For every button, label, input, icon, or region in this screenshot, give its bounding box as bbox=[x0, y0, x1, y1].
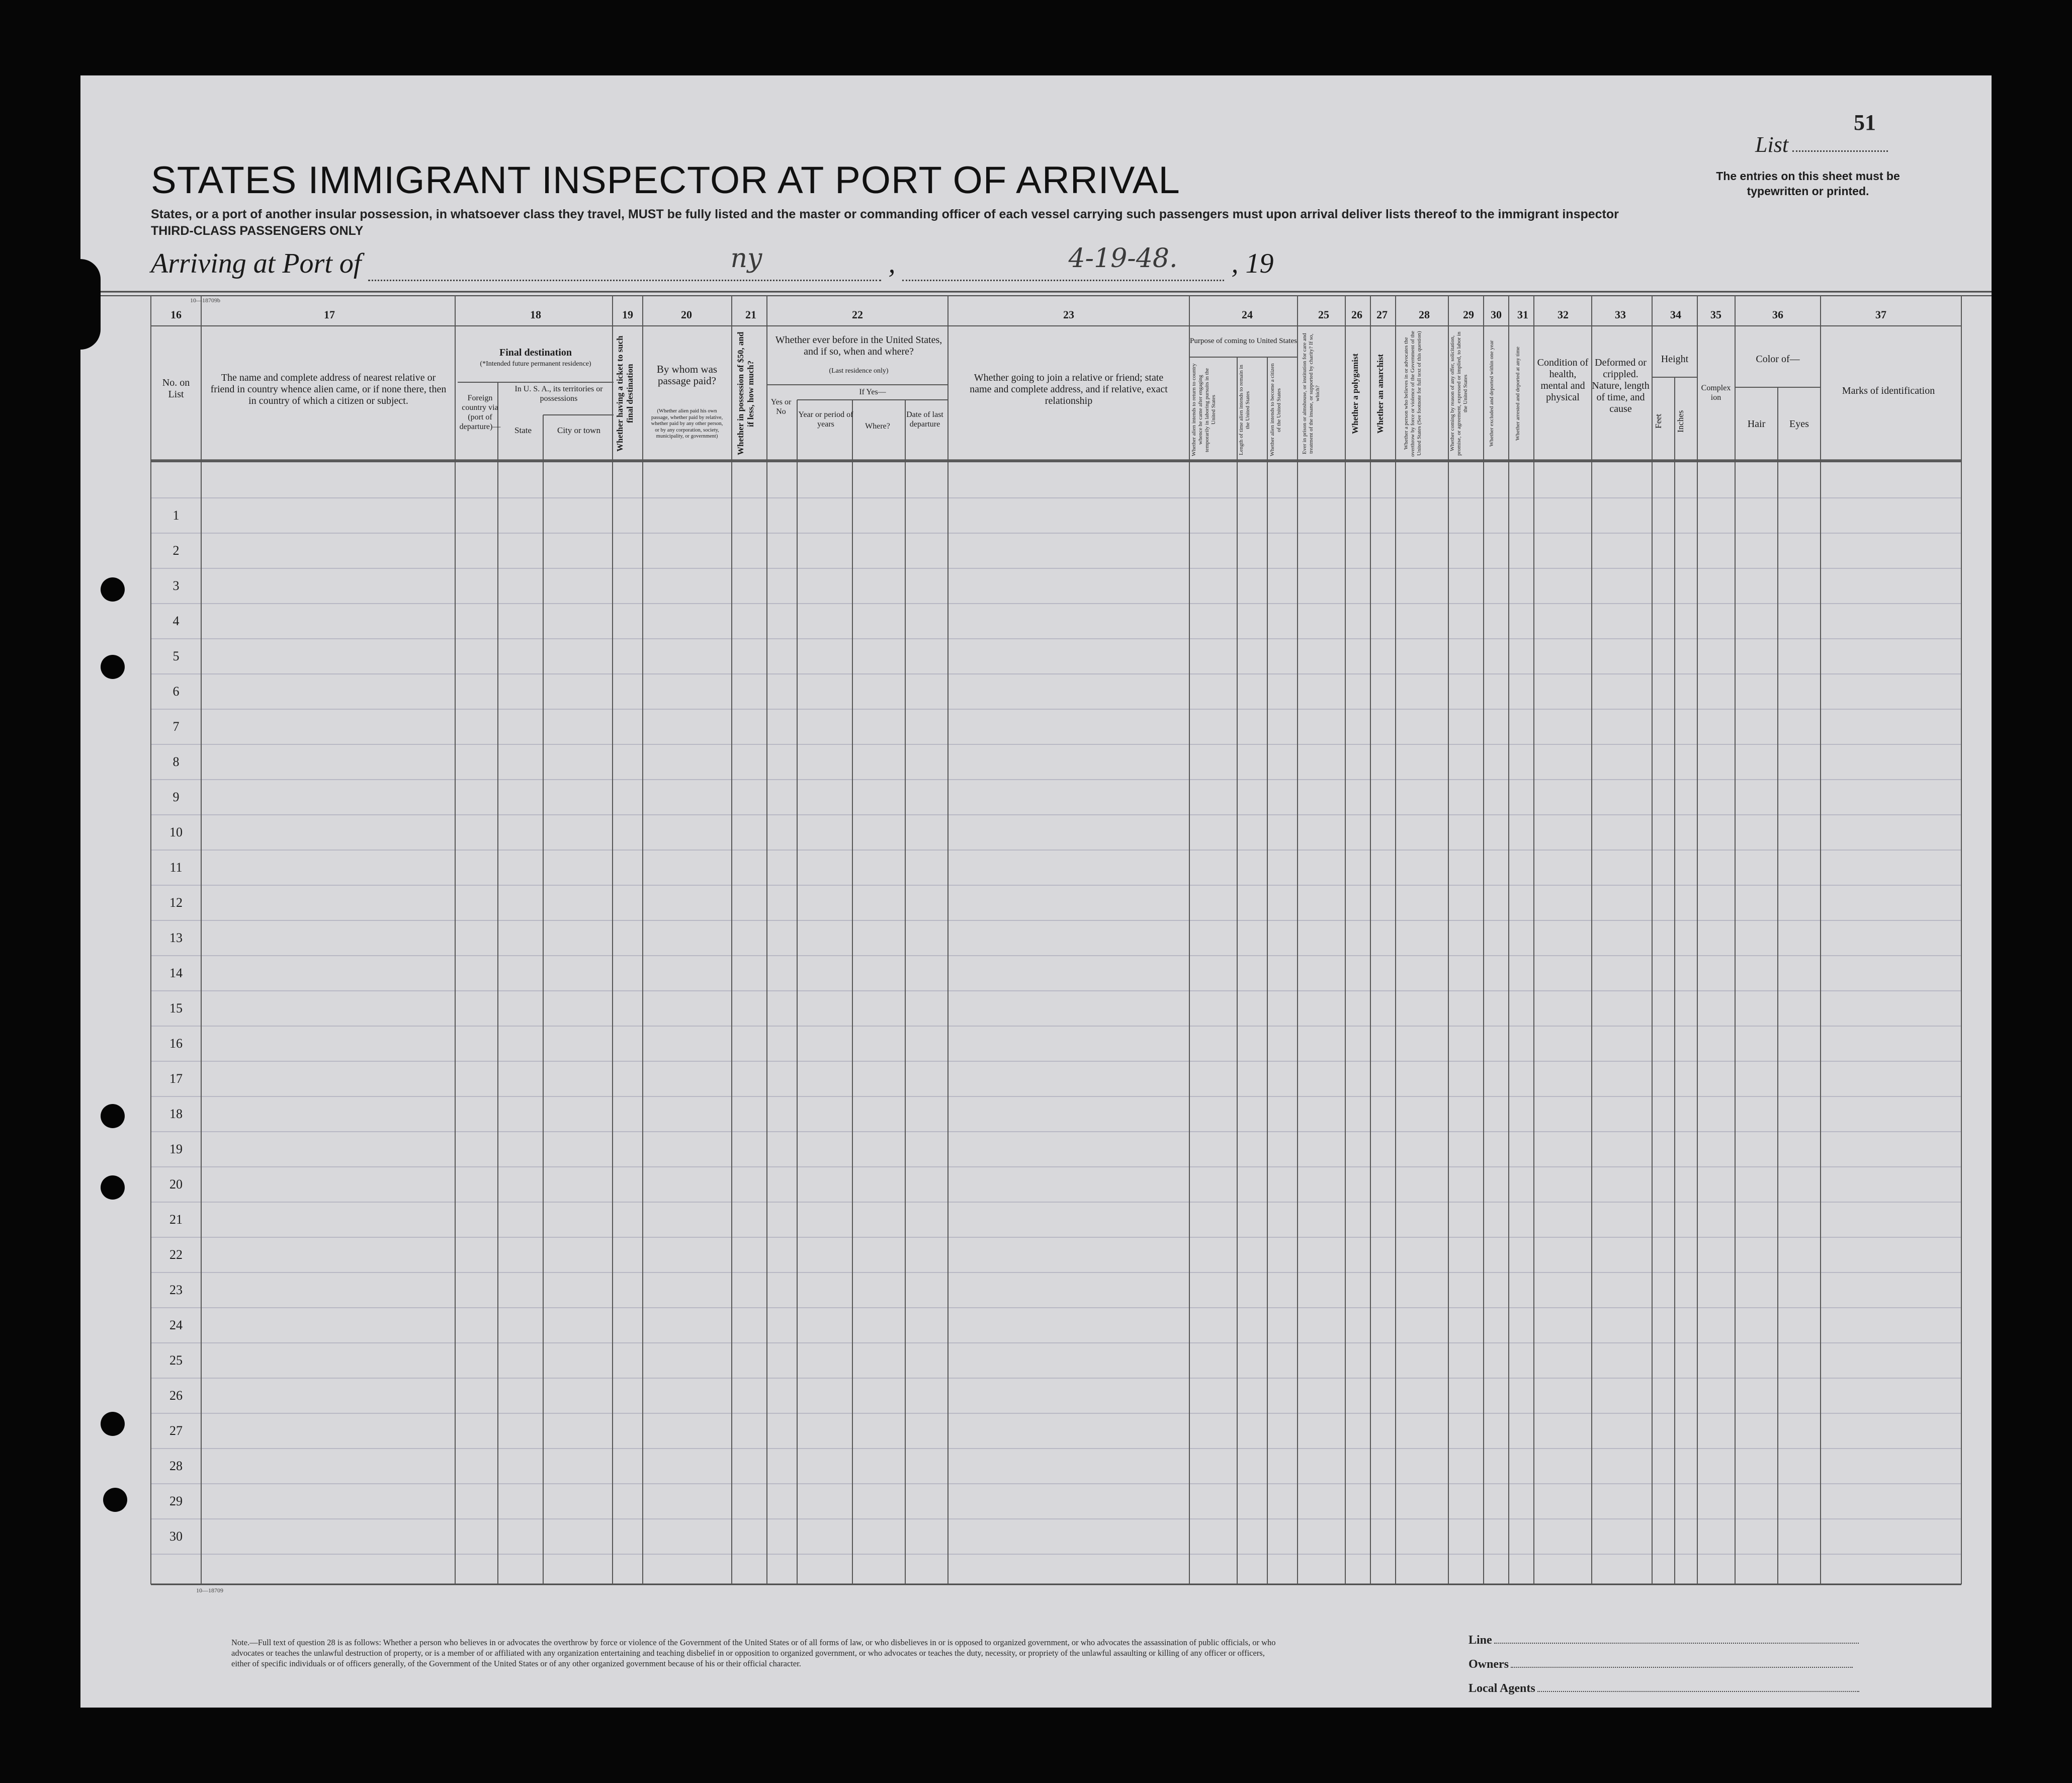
header-period-years: Year or period of years bbox=[798, 410, 853, 429]
row-number: 20 bbox=[169, 1177, 183, 1192]
header-yes-or-no: Yes or No bbox=[770, 398, 792, 416]
header-complexion: Complexion bbox=[1701, 384, 1731, 402]
row-number: 1 bbox=[172, 508, 180, 523]
col-number-26: 26 bbox=[1351, 308, 1362, 321]
header-final-destination: Final destination bbox=[499, 347, 572, 358]
header-last-residence: (Last residence only) bbox=[829, 367, 889, 375]
header-purpose: Purpose of coming to United States bbox=[1190, 337, 1297, 345]
col-number-19: 19 bbox=[622, 308, 633, 321]
col-number-30: 30 bbox=[1491, 308, 1502, 321]
header-arrested-deported: Whether arrested and deported at any time bbox=[1515, 347, 1521, 441]
header-ever-before-in-us: Whether ever before in the United States, and if so, when and where? bbox=[775, 334, 942, 357]
row-number: 26 bbox=[169, 1388, 183, 1403]
col-number-27: 27 bbox=[1376, 308, 1388, 321]
year-prefix: 19 bbox=[1245, 248, 1274, 279]
header-eyes: Eyes bbox=[1789, 418, 1809, 430]
form-subtitle: States, or a port of another insular possession, in whatsoever class they travel, MUST be fully listed and the master or commanding officer of each vessel carrying such passengers must upon arrival deliver lists thereof to the immigrant inspector bbox=[151, 207, 1619, 221]
arriving-line: Arriving at Port of ny , 4-19-48. , 19 bbox=[151, 247, 1273, 281]
header-purpose-length: Length of time alien intends to remain in the United States bbox=[1238, 365, 1251, 455]
header-date-last-departure: Date of last departure bbox=[906, 410, 943, 429]
header-where: Where? bbox=[865, 422, 890, 431]
binder-hole bbox=[101, 1104, 125, 1128]
row-number: 29 bbox=[169, 1494, 183, 1508]
col-number-28: 28 bbox=[1419, 308, 1430, 321]
line-signature: Line bbox=[1469, 1634, 1859, 1647]
binder-hole bbox=[103, 1488, 127, 1512]
col-number-23: 23 bbox=[1063, 308, 1074, 321]
row-number: 12 bbox=[169, 895, 183, 910]
header-prison: Ever in prison or almshouse, or institution for care and treatment of the insane, or supported by charity? If so, which? bbox=[1302, 333, 1321, 454]
form-sheet bbox=[80, 75, 1992, 1708]
col-number-34: 34 bbox=[1670, 308, 1681, 321]
binder-hole bbox=[101, 577, 125, 602]
header-height: Height bbox=[1661, 354, 1689, 365]
col-number-35: 35 bbox=[1710, 308, 1721, 321]
row-number: 11 bbox=[169, 860, 183, 875]
col-number-31: 31 bbox=[1517, 308, 1528, 321]
col-number-18: 18 bbox=[530, 308, 541, 321]
typewritten-instruction: The entries on this sheet must be typewritten or printed. bbox=[1716, 169, 1900, 198]
header-purpose-return: Whether alien intends to return to country whence he came after engaging temporarily in laboring pursuits in the United States bbox=[1191, 363, 1217, 457]
row-number: 27 bbox=[169, 1423, 183, 1438]
header-labor-offer: Whether coming by reason of any offer, solicitation, promise, or agreement, expressed or implied, to labor in the United States bbox=[1449, 331, 1469, 456]
header-no-on-list: No. on List bbox=[162, 377, 190, 400]
row-number: 15 bbox=[169, 1001, 183, 1015]
header-color-of: Color of— bbox=[1756, 354, 1800, 365]
col-number-37: 37 bbox=[1875, 308, 1886, 321]
date-handwritten: 4-19-48. bbox=[1068, 243, 1178, 274]
header-hair: Hair bbox=[1747, 418, 1766, 430]
local-agents-signature: Local Agents bbox=[1469, 1682, 1859, 1695]
header-final-destination-note: (*Intended future permanent residence) bbox=[480, 360, 591, 368]
form-code-bottom: 10—18709 bbox=[196, 1587, 223, 1594]
col-number-24: 24 bbox=[1242, 308, 1253, 321]
port-handwritten: ny bbox=[730, 243, 762, 274]
row-number: 30 bbox=[169, 1529, 183, 1544]
col-number-29: 29 bbox=[1463, 308, 1474, 321]
row-number: 16 bbox=[169, 1036, 183, 1051]
row-number: 9 bbox=[172, 790, 180, 804]
row-number: 24 bbox=[169, 1318, 183, 1332]
header-foreign-country: Foreign country via (port of departure)— bbox=[459, 394, 501, 431]
list-label: List bbox=[1755, 132, 1888, 157]
row-number: 2 bbox=[172, 543, 180, 558]
row-number: 3 bbox=[172, 578, 180, 593]
form-code-top: 10—18709b bbox=[190, 297, 220, 304]
passenger-class: THIRD-CLASS PASSENGERS ONLY bbox=[151, 224, 364, 238]
col-number-36: 36 bbox=[1772, 308, 1783, 321]
form-title: STATES IMMIGRANT INSPECTOR AT PORT OF ARRIVAL bbox=[151, 159, 1180, 202]
arriving-label: Arriving at Port of bbox=[151, 248, 362, 279]
header-feet: Feet bbox=[1654, 413, 1663, 429]
row-number: 4 bbox=[172, 614, 180, 628]
row-number: 23 bbox=[169, 1283, 183, 1297]
row-number: 22 bbox=[169, 1247, 183, 1262]
torn-edge bbox=[80, 259, 101, 350]
row-number: 5 bbox=[172, 649, 180, 663]
binder-hole bbox=[101, 655, 125, 679]
header-fifty-dollars: Whether in possession of $50, and if less, how much? bbox=[736, 331, 755, 456]
row-number: 10 bbox=[169, 825, 183, 839]
header-passage-paid-note: (Whether alien paid his own passage, whether paid by relative, whether paid by any other person, or by any corporation, society, municipality, or government) bbox=[651, 408, 723, 439]
col-number-33: 33 bbox=[1615, 308, 1626, 321]
row-number: 8 bbox=[172, 754, 180, 769]
col-number-22: 22 bbox=[852, 308, 863, 321]
row-number: 25 bbox=[169, 1353, 183, 1368]
row-number: 14 bbox=[169, 966, 183, 980]
header-if-yes: If Yes— bbox=[859, 388, 886, 396]
header-condition-health: Condition of health, mental and physical bbox=[1537, 357, 1589, 403]
header-nearest-relative: The name and complete address of nearest relative or friend in country whence alien came, or if none there, then in country of which a citizen or subject. bbox=[210, 372, 447, 406]
col-number-21: 21 bbox=[745, 308, 756, 321]
header-purpose-citizen: Whether alien intends to become a citizen of the United States bbox=[1269, 363, 1282, 457]
row-number: 19 bbox=[169, 1142, 183, 1156]
row-number: 6 bbox=[172, 684, 180, 699]
header-city: City or town bbox=[557, 426, 600, 435]
header-polygamist: Whether a polygamist bbox=[1350, 353, 1360, 434]
header-ticket: Whether having a ticket to such final destination bbox=[615, 335, 635, 452]
row-number: 7 bbox=[172, 719, 180, 734]
header-overthrow: Whether a person who believes in or advocates the overthrow by force or violence of the Government of the United States (See footnote for full text of this question) bbox=[1403, 330, 1422, 457]
owners-signature: Owners bbox=[1469, 1658, 1853, 1671]
col-number-32: 32 bbox=[1558, 308, 1569, 321]
row-number: 21 bbox=[169, 1212, 183, 1227]
header-passage-paid: By whom was passage paid? bbox=[656, 363, 718, 387]
col-number-17: 17 bbox=[324, 308, 335, 321]
binder-hole bbox=[101, 1412, 125, 1436]
col-number-20: 20 bbox=[681, 308, 692, 321]
footnote-question-28: Note.—Full text of question 28 is as follows: Whether a person who believes in or advocates the overthrow by force or violence of the Government of the United States or of all forms of law, or who disbelieves in or is opposed to organized government, or who advocates the assassination of public officials, or who advocates or teaches the unlawful destruction of property, or is a member of or affiliated with any organization entertaining and teaching disbelief in or opposition to organized government, or who advocates or teaches the duty, necessity, or propriety of the unlawful assaulting or killing of any officer or officers, either of specific individuals or of officers generally, of the Government of the United States or of any other organized government because of his or their official character. bbox=[231, 1638, 1276, 1668]
binder-hole bbox=[101, 1175, 125, 1200]
header-join-relative: Whether going to join a relative or friend; state name and complete address, and if relative, exact relationship bbox=[970, 372, 1168, 406]
row-number: 18 bbox=[169, 1107, 183, 1121]
row-number: 17 bbox=[169, 1071, 183, 1086]
row-number: 28 bbox=[169, 1459, 183, 1473]
page-number: 51 bbox=[1854, 110, 1876, 135]
col-number-25: 25 bbox=[1318, 308, 1329, 321]
header-anarchist: Whether an anarchist bbox=[1375, 354, 1385, 434]
header-in-usa: In U. S. A., its territories or possessions bbox=[514, 385, 603, 403]
header-deformed: Deformed or crippled. Nature, length of time, and cause bbox=[1592, 357, 1650, 414]
header-inches: Inches bbox=[1676, 410, 1685, 433]
row-number: 13 bbox=[169, 930, 183, 945]
header-marks-identification: Marks of identification bbox=[1842, 385, 1935, 396]
header-state: State bbox=[514, 426, 532, 435]
header-excluded-deported: Whether excluded and deported within one year bbox=[1489, 340, 1495, 447]
form-grid bbox=[80, 75, 1992, 1708]
col-number-16: 16 bbox=[170, 308, 182, 321]
